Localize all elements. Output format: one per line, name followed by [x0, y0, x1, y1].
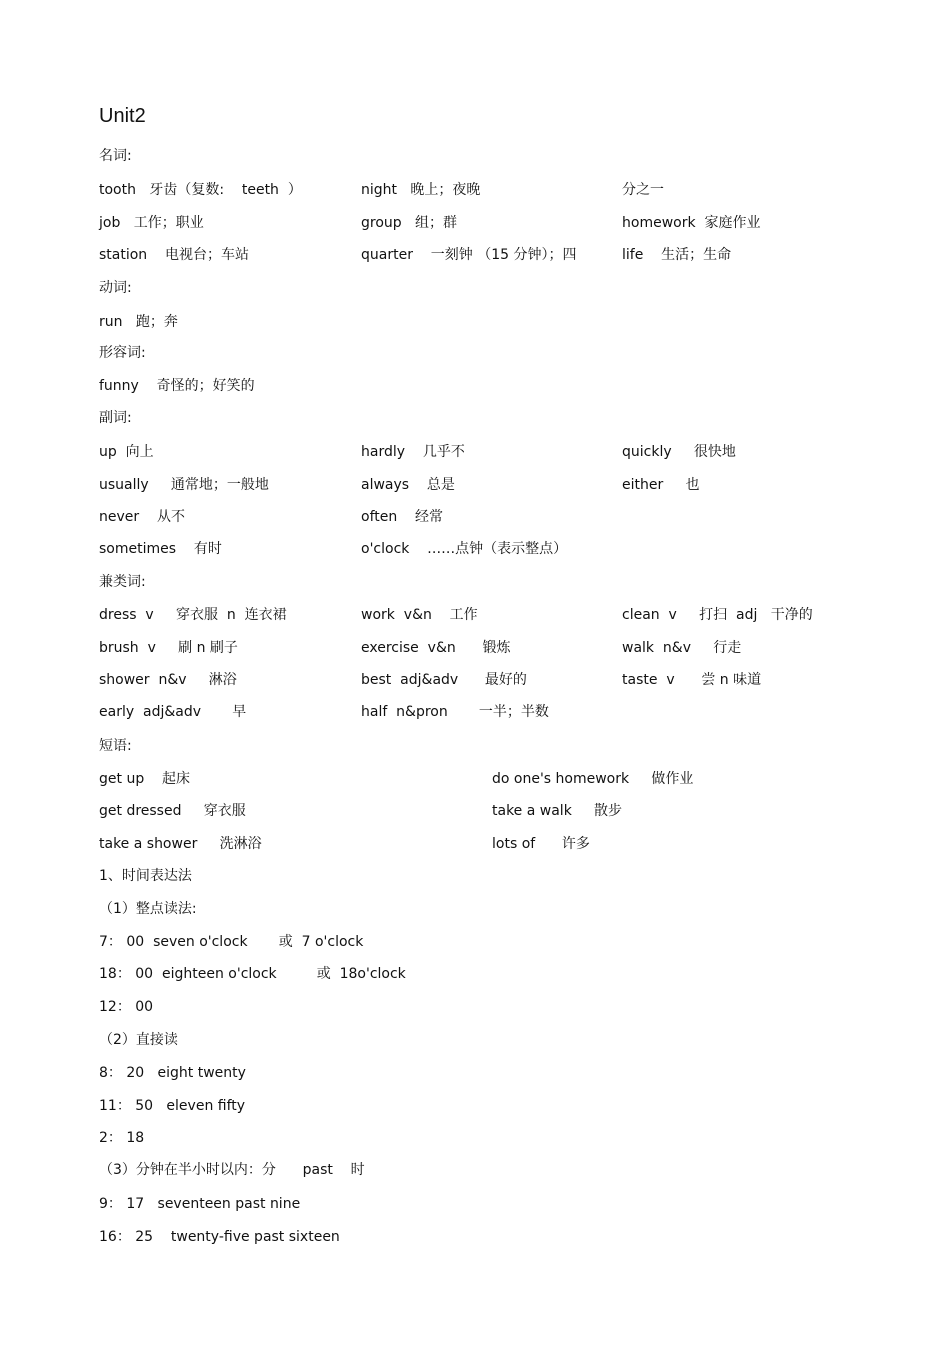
phrase-entry: take a shower 洗淋浴: [99, 836, 262, 852]
multi-entry: dress v 穿衣服 n 连衣裙: [99, 607, 287, 623]
section-multi-label: 兼类词:: [99, 574, 146, 590]
adverb-entry: never 从不: [99, 509, 185, 525]
adverb-entry: sometimes 有时: [99, 541, 222, 557]
noun-entry: homework 家庭作业: [622, 215, 761, 231]
multi-entry: shower n&v 淋浴: [99, 672, 237, 688]
noun-entry: 分之一: [622, 182, 664, 198]
multi-entry: brush v 刷 n 刷子: [99, 640, 238, 656]
noun-entry: station 电视台；车站: [99, 247, 249, 263]
phrase-entry: get dressed 穿衣服: [99, 803, 246, 819]
time-example: 11： 50 eleven fifty: [99, 1098, 246, 1114]
phrase-entry: take a walk 散步: [492, 803, 623, 819]
noun-entry: group 组；群: [361, 215, 458, 231]
time-subheading: （1）整点读法:: [99, 901, 197, 917]
time-example: 2： 18: [99, 1130, 145, 1146]
noun-entry: tooth 牙齿（复数: teeth ）: [99, 182, 302, 198]
adverb-entry: up 向上: [99, 444, 154, 460]
multi-entry: half n&pron 一半；半数: [361, 704, 549, 720]
noun-entry: life 生活；生命: [622, 247, 732, 263]
noun-entry: job 工作；职业: [99, 215, 204, 231]
adverb-entry: often 经常: [361, 509, 444, 525]
phrase-entry: lots of 许多: [492, 836, 590, 852]
noun-entry: night 晚上；夜晚: [361, 182, 481, 198]
multi-entry: early adj&adv 早: [99, 704, 247, 720]
section-verbs-label: 动词:: [99, 280, 132, 296]
time-example: 8： 20 eight twenty: [99, 1065, 246, 1081]
adverb-entry: hardly 几乎不: [361, 444, 465, 460]
time-example: 9： 17 seventeen past nine: [99, 1196, 301, 1212]
multi-entry: clean v 打扫 adj 干净的: [622, 607, 813, 623]
phrase-entry: get up 起床: [99, 771, 190, 787]
page-title: Unit2: [99, 105, 146, 127]
noun-entry: quarter 一刻钟 （15 分钟）；四: [361, 247, 577, 263]
adverb-entry: either 也: [622, 477, 700, 493]
time-example: 16： 25 twenty-five past sixteen: [99, 1229, 340, 1245]
section-adjectives-label: 形容词:: [99, 345, 146, 361]
multi-entry: taste v 尝 n 味道: [622, 672, 762, 688]
section-adverbs-label: 副词:: [99, 410, 132, 426]
time-example: 12： 00: [99, 999, 154, 1015]
multi-entry: exercise v&n 锻炼: [361, 640, 511, 656]
adverb-entry: always 总是: [361, 477, 455, 493]
time-example: 18： 00 eighteen o'clock 或 18o'clock: [99, 966, 406, 982]
time-subheading: （3）分钟在半小时以内：分 past 时: [99, 1162, 365, 1178]
time-heading: 1、时间表达法: [99, 868, 192, 884]
section-nouns-label: 名词:: [99, 148, 132, 164]
adverb-entry: usually 通常地；一般地: [99, 477, 269, 493]
verb-entry: run 跑；奔: [99, 314, 178, 330]
multi-entry: work v&n 工作: [361, 607, 478, 623]
adverb-entry: o'clock ……点钟（表示整点）: [361, 541, 568, 557]
adjective-entry: funny 奇怪的；好笑的: [99, 378, 255, 394]
adverb-entry: quickly 很快地: [622, 444, 736, 460]
time-example: 7： 00 seven o'clock 或 7 o'clock: [99, 934, 364, 950]
multi-entry: best adj&adv 最好的: [361, 672, 527, 688]
phrase-entry: do one's homework 做作业: [492, 771, 694, 787]
time-subheading: （2）直接读: [99, 1032, 178, 1048]
section-phrases-label: 短语:: [99, 738, 132, 754]
multi-entry: walk n&v 行走: [622, 640, 742, 656]
